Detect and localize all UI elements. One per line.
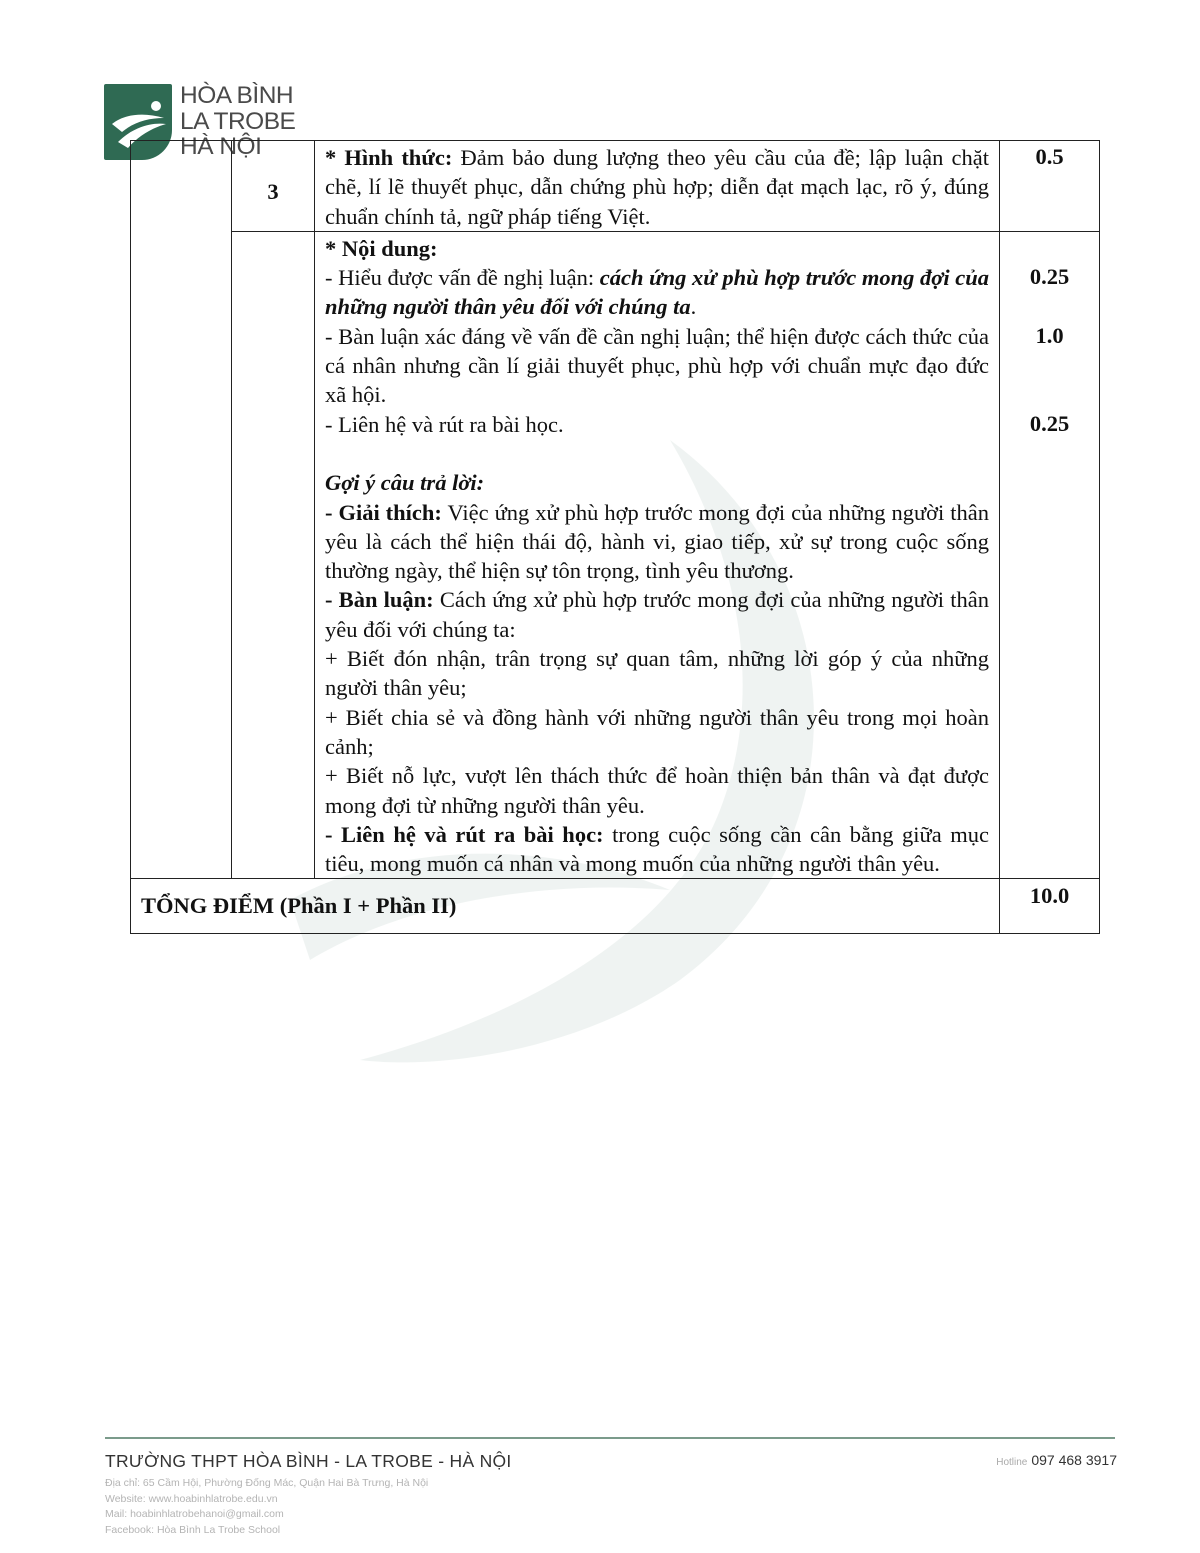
explain-paragraph: - Giải thích: Việc ứng xử phù hợp trước mong đợi của những người thân yêu là cách thể hiện thái độ, hành vi, giao tiếp, xử sự trong cuộc sống thường ngày, thể hiện sự tôn trọng, tình yêu thương. xyxy=(325,499,989,584)
bullet-item: + Biết chia sẻ và đồng hành với những người thân yêu trong mọi hoàn cảnh; xyxy=(325,704,989,759)
form-label: * Hình thức: xyxy=(325,145,453,170)
discuss-paragraph: - Bàn luận: Cách ứng xử phù hợp trước mong đợi của những người thân yêu đối với chúng ta: xyxy=(325,587,989,642)
empty-question-cell xyxy=(232,231,315,879)
logo-line-3: HÀ NỘI xyxy=(180,133,262,160)
logo-line-1: HÒA BÌNH xyxy=(180,82,294,109)
footer-school-name: TRƯỜNG THPT HÒA BÌNH - LA TROBE - HÀ NỘI xyxy=(105,1451,512,1471)
footer-facebook: Facebook: Hòa Bình La Trobe School xyxy=(105,1523,281,1536)
footer-hotline: Hotline 097 468 3917 xyxy=(996,1452,1117,1468)
content-score-3: 0.25 xyxy=(1029,410,1070,436)
footer-mail: Mail: hoabinhlatrobehanoi@gmail.com xyxy=(105,1508,284,1520)
suggestion-heading: Gợi ý câu trả lời: xyxy=(325,470,485,496)
total-label: TỔNG ĐIỂM (Phần I + Phần II) xyxy=(131,879,1000,933)
question-number: 3 xyxy=(232,141,315,232)
page-footer xyxy=(105,1451,1117,1538)
footer-address: Địa chỉ: 65 Cầm Hội, Phường Đống Mác, Quận Hai Bà Trưng, Hà Nội xyxy=(105,1477,429,1489)
logo-line-2: LA TROBE xyxy=(180,107,296,135)
content-score-2: 1.0 xyxy=(1035,322,1064,348)
section-cell xyxy=(131,141,232,879)
content-item-2: - Bàn luận xác đáng về vấn đề cần nghị luận; thể hiện được cách thức của cá nhân nhưng cần lí giải thuyết phục, phù hợp với chuẩn mực đạo đức xã hội. xyxy=(325,323,989,408)
content-score-1: 0.25 xyxy=(1029,264,1070,290)
total-score: 10.0 xyxy=(1000,879,1100,933)
footer-divider xyxy=(105,1437,1115,1439)
bullet-item: + Biết nỗ lực, vượt lên thách thức để hoàn thiện bản thân và đạt được mong đợi từ những người thân yêu. xyxy=(325,763,989,818)
form-criteria-cell xyxy=(315,141,1000,232)
content-criteria-cell xyxy=(315,231,1000,879)
content-scores-cell xyxy=(1000,231,1100,879)
content-item-3: - Liên hệ và rút ra bài học. xyxy=(325,411,564,437)
content-heading: * Nội dung: xyxy=(325,235,438,261)
table-row-total xyxy=(131,879,1100,933)
table-row-form xyxy=(131,141,1100,232)
form-text: Đảm bảo dung lượng theo yêu cầu của đề; lập luận chặt chẽ, lí lẽ thuyết phục, dẫn chứng phù hợp; diễn đạt mạch lạc, rõ ý, đúng chuẩn chính tả, ngữ pháp tiếng Việt. xyxy=(325,145,989,229)
content-item-1-emphasis: cách ứng xử phù hợp trước mong đợi của những người thân yêu đối với chúng ta xyxy=(325,265,989,320)
lesson-paragraph: - Liên hệ và rút ra bài học: trong cuộc sống cần cân bằng giữa mục tiêu, mong muốn cá nhân và mong muốn của những người thân yêu. xyxy=(325,821,989,877)
bullet-item: + Biết đón nhận, trân trọng sự quan tâm, những lời góp ý của những người thân yêu; xyxy=(325,646,989,701)
form-score: 0.5 xyxy=(1000,141,1100,232)
grading-table xyxy=(130,140,1100,934)
footer-website: Website: www.hoabinhlatrobe.edu.vn xyxy=(105,1492,278,1505)
table-row-content xyxy=(131,231,1100,879)
content-item-1: - Hiểu được vấn đề nghị luận: cách ứng xử phù hợp trước mong đợi của những người thân yêu đối với chúng ta. xyxy=(325,265,989,320)
